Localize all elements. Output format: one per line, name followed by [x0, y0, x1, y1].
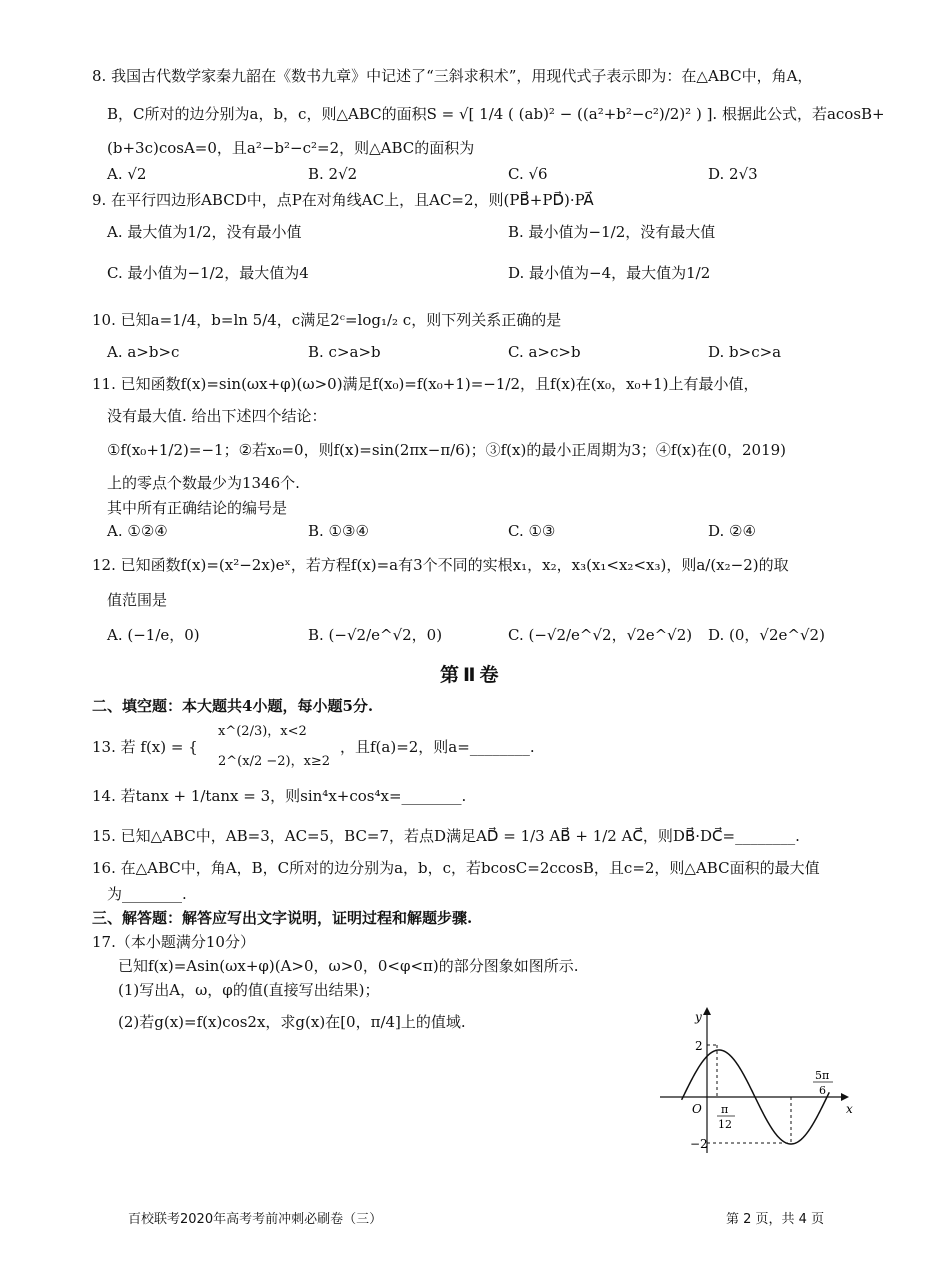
q10-option-a: A. a>b>c [107, 343, 180, 361]
tick-5pi6-num: 5π [815, 1069, 830, 1082]
x-axis-arrow [841, 1093, 849, 1101]
q17-line3: (1)写出A，ω，φ的值(直接写出结果)； [118, 981, 380, 999]
q11-line3: ①f(x₀+1/2)=−1；②若x₀=0，则f(x)=sin(2πx−π/6)；③f(x)的最小正周期为3；④f(x)在(0，2019) [107, 441, 787, 459]
q17-line4: (2)若g(x)=f(x)cos2x，求g(x)在[0，π/4]上的值域. [118, 1013, 466, 1031]
q12-option-a: A. (−1/e，0) [107, 626, 200, 644]
section3-heading: 三、解答题：解答应写出文字说明，证明过程和解题步骤. [92, 909, 473, 927]
q16-line1: 16. 在△ABC中，角A，B，C所对的边分别为a，b，c，若bcosC=2ccosB，且c=2，则△ABC面积的最大值 [92, 859, 820, 877]
y-axis-arrow [703, 1007, 711, 1015]
q15-text: 15. 已知△ABC中，AB=3，AC=5，BC=7，若点D满足AD⃗ = 1/3 AB⃗ + 1/2 AC⃗，则DB⃗·DC⃗=________. [92, 827, 800, 845]
q17-line1: 17.（本小题满分10分） [92, 933, 255, 951]
q9-option-a: A. 最大值为1/2，没有最小值 [107, 223, 302, 241]
tick-neg2: −2 [690, 1137, 708, 1151]
q9-option-d: D. 最小值为−4，最大值为1/2 [508, 264, 711, 282]
q11-line4: 上的零点个数最少为1346个. [107, 474, 300, 492]
q17-line2: 已知f(x)=Asin(ωx+φ)(A>0，ω>0，0<φ<π)的部分图象如图所示. [118, 957, 579, 975]
q8-line2: B，C所对的边分别为a，b，c，则△ABC的面积S = √[ 1/4 ( (ab)² − ((a²+b²−c²)/2)² ) ]. 根据此公式，若acosB+ [107, 105, 885, 123]
q9-option-c: C. 最小值为−1/2，最大值为4 [107, 264, 309, 282]
q8-option-a: A. √2 [107, 165, 147, 183]
q11-option-a: A. ①②④ [107, 522, 168, 540]
q11-line5: 其中所有正确结论的编号是 [107, 499, 288, 517]
origin-label: O [692, 1102, 702, 1116]
q8-option-d: D. 2√3 [708, 165, 758, 183]
q11-line1: 11. 已知函数f(x)=sin(ωx+φ)(ω>0)满足f(x₀)=f(x₀+1)=−1/2，且f(x)在(x₀，x₀+1)上有最小值， [92, 375, 759, 393]
q13-case1: x^(2/3)，x<2 [218, 724, 307, 739]
q12-line1: 12. 已知函数f(x)=(x²−2x)eˣ，若方程f(x)=a有3个不同的实根x₁，x₂，x₃(x₁<x₂<x₃)，则a/(x₂−2)的取 [92, 556, 789, 574]
q14-text: 14. 若tanx + 1/tanx = 3，则sin⁴x+cos⁴x=________. [92, 787, 467, 805]
q11-line2: 没有最大值. 给出下述四个结论： [107, 407, 327, 425]
footer-right: 第 2 页，共 4 页 [726, 1212, 825, 1227]
q12-option-c: C. (−√2/e^√2，√2e^√2) [508, 626, 693, 644]
q8-line3: (b+3c)cosA=0，且a²−b²−c²=2，则△ABC的面积为 [107, 139, 475, 157]
tick-pi12-num: π [721, 1103, 729, 1116]
q13-suffix: ，且f(a)=2，则a=________. [340, 738, 535, 756]
y-label: y [695, 1010, 702, 1024]
q9-option-b: B. 最小值为−1/2，没有最大值 [508, 223, 716, 241]
part2-title: 第Ⅱ卷 [440, 664, 503, 686]
q12-line2: 值范围是 [107, 591, 168, 609]
q12-option-d: D. (0，√2e^√2) [708, 626, 825, 644]
q8-option-b: B. 2√2 [308, 165, 358, 183]
tick-2: 2 [695, 1039, 703, 1053]
q10-option-b: B. c>a>b [308, 343, 381, 361]
q11-option-c: C. ①③ [508, 522, 556, 540]
q10-option-c: C. a>c>b [508, 343, 581, 361]
x-label: x [846, 1102, 853, 1116]
q13-case2: 2^(x/2 −2)，x≥2 [218, 754, 331, 769]
footer-left: 百校联考2020年高考考前冲刺必刷卷（三） [128, 1212, 383, 1227]
tick-5pi6-den: 6 [819, 1084, 826, 1097]
q13-prefix: 13. 若 f(x) = { [92, 738, 198, 756]
q10-stem: 10. 已知a=1/4，b=ln 5/4，c满足2ᶜ=log₁/₂ c，则下列关系正确的是 [92, 311, 562, 329]
q8-option-c: C. √6 [508, 165, 548, 183]
section2-heading: 二、填空题：本大题共4小题，每小题5分. [92, 697, 374, 715]
q11-option-d: D. ②④ [708, 522, 756, 540]
q12-option-b: B. (−√2/e^√2，0) [308, 626, 443, 644]
tick-pi12-den: 12 [718, 1118, 732, 1131]
q10-option-d: D. b>c>a [708, 343, 782, 361]
function-graph [655, 1003, 865, 1163]
q16-line2: 为________. [107, 885, 187, 903]
q11-option-b: B. ①③④ [308, 522, 369, 540]
q9-stem: 9. 在平行四边形ABCD中，点P在对角线AC上，且AC=2，则(PB⃗+PD⃗)·PA⃗ [92, 191, 594, 209]
q8-line1: 8. 我国古代数学家秦九韶在《数书九章》中记述了“三斜求积术”，用现代式子表示即为：在△ABC中，角A， [92, 67, 813, 85]
